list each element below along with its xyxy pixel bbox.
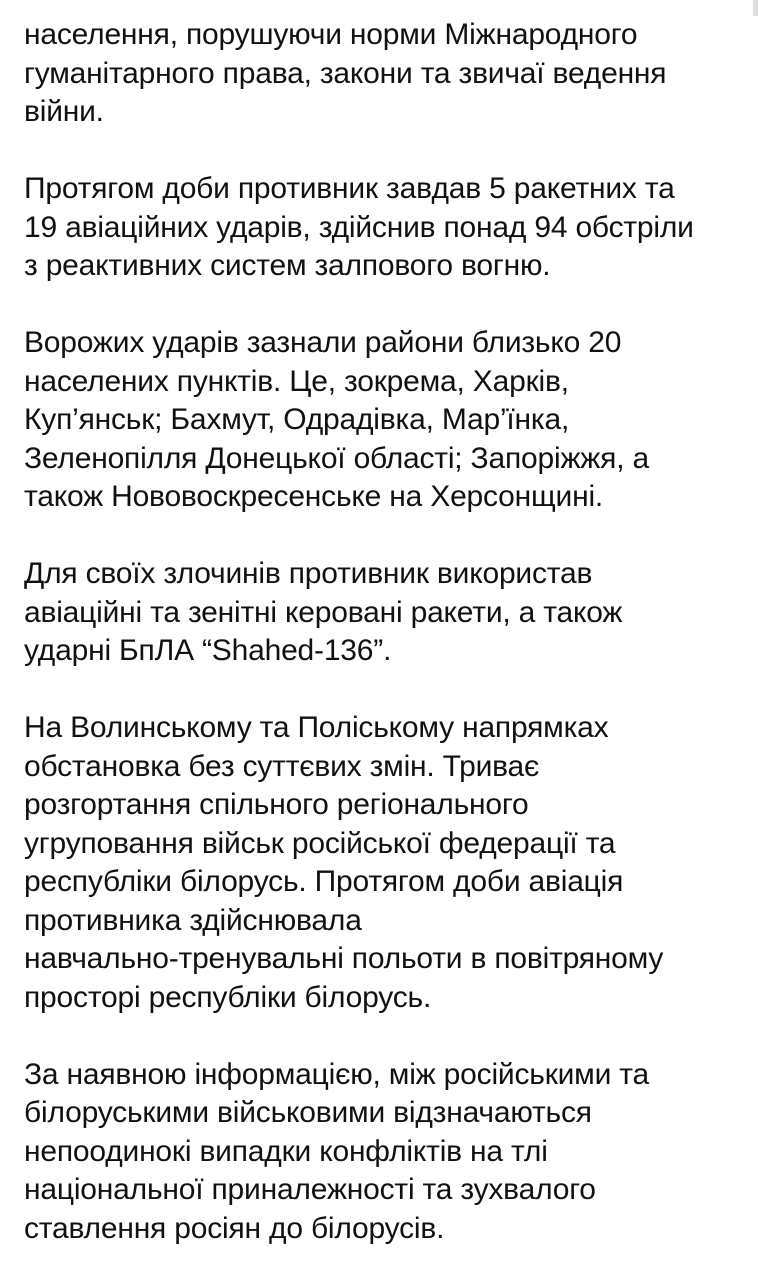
text-line: населених пунктів. Це, зокрема, Харків, xyxy=(24,364,569,398)
text-line: просторі республіки білорусь. xyxy=(24,980,432,1014)
text-line: непоодинокі випадки конфліктів на тлі xyxy=(24,1134,548,1168)
text-line: Ворожих ударів зазнали райони близько 20 xyxy=(24,326,622,359)
text-line: населення, порушуючи норми Міжнародного xyxy=(24,18,638,51)
paragraph-4 xyxy=(24,555,744,671)
text-line: також Нововоскресенське на Херсонщині. xyxy=(24,480,604,513)
text-line: Протягом доби противник завдав 5 ракетних та xyxy=(24,172,675,205)
text-line: розгортання спільного регіонального xyxy=(24,788,529,821)
text-line: навчально-тренувальні польоти в повітряному xyxy=(24,942,664,975)
text-line: На Волинському та Поліському напрямках xyxy=(24,711,609,744)
paragraph-2 xyxy=(24,170,744,286)
text-line: ставлення росіян до білорусів. xyxy=(24,1211,445,1245)
paragraph-3 xyxy=(24,324,744,517)
scrollbar[interactable] xyxy=(753,0,758,16)
text-line: національної приналежності та зухвалого xyxy=(24,1173,596,1206)
text-line: Для своїх злочинів противник використав xyxy=(24,557,593,590)
text-line: угруповання військ російської федерації та xyxy=(24,826,616,860)
text-line: гуманітарного права, закони та звичаї ведення xyxy=(24,56,667,90)
text-line: білоруськими військовими відзначаються xyxy=(24,1096,592,1129)
text-line: ударні БпЛА “Shahed-136”. xyxy=(24,634,392,667)
paragraph-5 xyxy=(24,709,744,1017)
text-line: За наявною інформацією, між російськими та xyxy=(24,1057,649,1091)
text-line: Зеленопілля Донецької області; Запоріжжя, а xyxy=(24,441,649,475)
text-line: 19 авіаційних ударів, здійснив понад 94 обстріли xyxy=(24,210,694,244)
text-line: з реактивних систем залпового вогню. xyxy=(24,249,551,282)
text-line: Куп’янськ; Бахмут, Одрадівка, Мар’їнка, xyxy=(24,403,570,436)
text-line: війни. xyxy=(24,95,104,128)
text-line: обстановка без суттєвих змін. Триває xyxy=(24,749,540,783)
article-body xyxy=(24,16,744,1287)
paragraph-6 xyxy=(24,1056,744,1249)
paragraph-1 xyxy=(24,16,744,132)
text-line: противника здійснювала xyxy=(24,903,362,937)
text-line: республіки білорусь. Протягом доби авіація xyxy=(24,865,624,898)
text-line: авіаційні та зенітні керовані ракети, а також xyxy=(24,595,623,629)
